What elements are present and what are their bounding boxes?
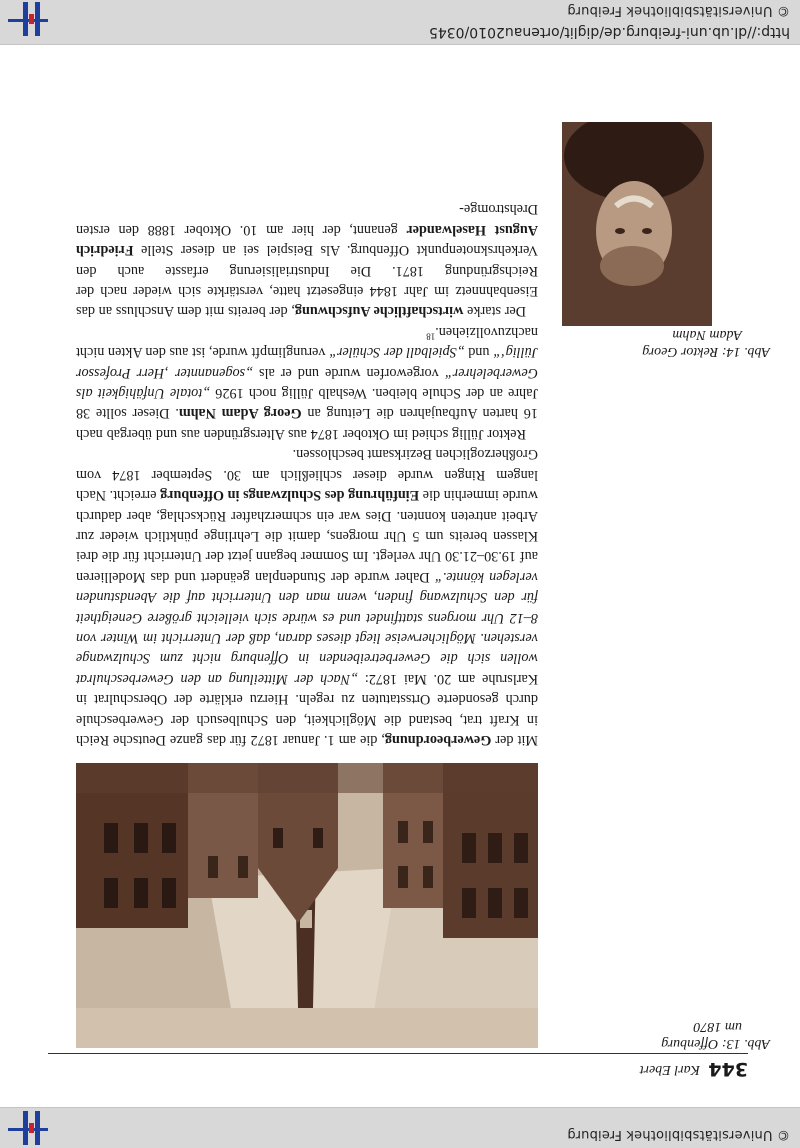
document-url-link[interactable]: http://dl.ub.uni-freiburg.de/diglit/ortenau2010/0345 <box>428 24 790 40</box>
running-head-author: Karl Ebert <box>639 1062 700 1077</box>
running-head <box>48 1053 748 1080</box>
caption-line: um 1870 <box>693 1019 742 1034</box>
copyright-text: © Universitätsbibliothek Freiburg <box>567 3 790 18</box>
article-body <box>76 199 538 750</box>
figure-14-caption <box>620 326 770 360</box>
ub-logo-icon <box>8 1111 48 1145</box>
viewer-header-bar <box>0 0 800 45</box>
paragraph-rektor-juellig: Rektor Jüllig schied im Oktober 1874 aus Altersgründen aus und übergab nach 16 harten Aufbaujahren die Leitung an Georg Adam Nahm. Dieser sollte 38 Jahre an der Schule bleiben. Weshalb Jüllig noch 1926 „totale Unfähigkeit als Gewerbelehrer“ vorgeworfen wurde und er als „sogenannter ‚Herr Professor Jüllig‘“ und „Spielball der Schüler“ verunglimpft wurde, ist aus den Akten nicht nachzuvollziehen.$^{18}$ <box>75 323 538 442</box>
viewer-footer-bar <box>0 1107 800 1148</box>
portrait-nahm-photo <box>562 122 712 326</box>
figure-13-caption <box>650 1018 770 1052</box>
caption-line: Abb. 14: Rektor Georg <box>642 344 770 359</box>
caption-line: Abb. 13: Offenburg <box>661 1036 770 1051</box>
paragraph-aufschwung: Der starke wirtschaftliche Aufschwung, der bereits mit dem Anschluss an das Eisenbahnnetz im Jahr 1844 eingesetzt hatte, verstärkte sich wieder nach der Reichsgründung 1871. Die Industrialisierung erfasste auch den Verkehrsknotenpunkt Offenburg. Als Beispiel sei an dieser Stelle Friedrich August Haselwander genannt, der hier am 10. Oktober 1888 den ersten Drehstromge- <box>76 201 538 320</box>
page-number: 344 <box>708 1058 748 1080</box>
ub-logo-icon <box>8 2 48 36</box>
footnote-ref: 18 <box>426 331 436 342</box>
paragraph-gewerbeordnung: Mit der Gewerbeordnung, die am 1. Januar 1872 für das ganze Deutsche Reich in Kraft trat, bestand die Möglichkeit, den Schulbesuch der Gewerbeschule durch gesonderte Ortsstatuten zu regeln. Hierzu erklärte der Oberschulrat in Karlsruhe am 20. Mai 1872: „Nach der Mitteilung an den Gewerbeschulrat wollen sich die Gewerbetreibenden in Offenburg nicht zum Schulzwange verstehen. Möglicherweise liegt dieses daran, daß der Unterricht im Winter von 8–12 Uhr morgens stattfindet und es würde sich vielleicht größere Geneigtheit für den Schulzwang finden, wenn man den Unterricht auf die Abendstunden verlegen könnte.“ Daher wurde der Stundenplan geändert und das Modellieren auf 19.30–21.30 Uhr verlegt. Im Sommer begann jetzt der Unterricht für die drei Klassen bereits um 5 Uhr morgens, damit die Lehrlinge pünktlich wieder zur Arbeit antreten konnten. Dies war ein schmerzhafter Rückschlag, aber dadurch wurde immerhin die Einführung des Schulzwangs in Offenburg erreicht. Nach langem Ringen wurde dieser schließlich am 30. September 1874 vom Großherzoglichen Bezirksamt beschlossen. <box>75 446 538 748</box>
offenburg-street-photo <box>76 763 538 1048</box>
caption-line: Adam Nahm <box>672 327 742 342</box>
copyright-text: © Universitätsbibliothek Freiburg <box>567 1127 790 1142</box>
